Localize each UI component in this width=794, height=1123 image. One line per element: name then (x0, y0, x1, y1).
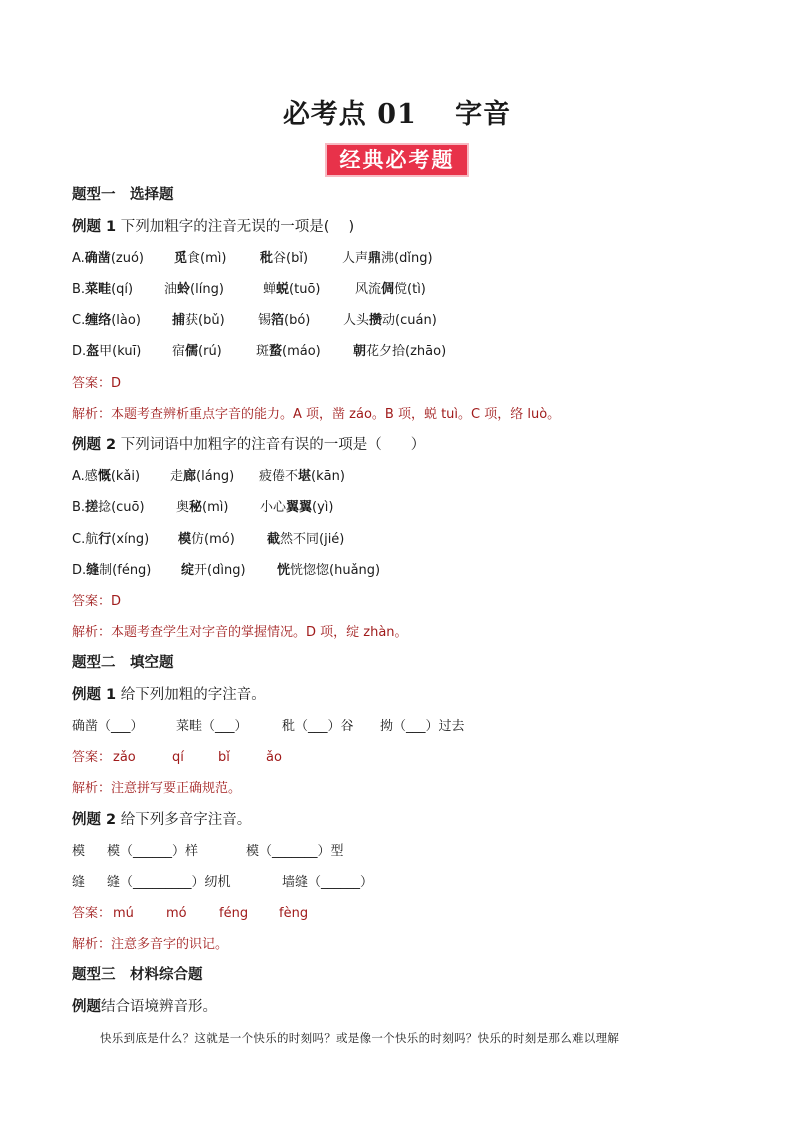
option-d-item-2: 绽开(dìng) (181, 563, 246, 578)
answer-1: zǎo (113, 750, 136, 765)
example-1-prompt (72, 218, 354, 236)
option-b-item-2: 奥秘(mì) (176, 500, 229, 515)
option-b-item-2: 油蛉(líng) (164, 282, 224, 297)
polyphone-char-2: 缝 (72, 875, 86, 890)
answer-2: mó (166, 906, 187, 921)
option-a-item-1: A.感慨(kǎi) (72, 469, 141, 484)
example-2-prompt (72, 436, 425, 454)
polyphone-item-1: 模（______）样 (107, 844, 199, 859)
polyphone-item-3: 缝（_________）纫机 (107, 875, 231, 890)
example-4-analysis: 解析：注意多音字的识记。 (72, 937, 229, 952)
polyphone-char-1: 模 (72, 844, 86, 859)
option-c-item-3: 截然不同(jié) (267, 532, 345, 547)
classic-questions-badge: 经典必考题 (325, 143, 469, 177)
section-heading-choice: 题型一 选择题 (72, 187, 174, 203)
answer-3: féng (219, 906, 249, 921)
option-d-item-1: D.盔甲(kuī) (72, 344, 142, 359)
example-1-answer: 答案：D (72, 376, 122, 391)
option-d-item-3: 恍恍惚惚(huǎng) (277, 563, 381, 578)
option-b-item-4: 风流倜傥(tì) (355, 282, 426, 297)
answer-4: ǎo (266, 750, 282, 765)
example-3-answer-label: 答案： (72, 750, 112, 765)
example-3-analysis: 解析：注意拼写要正确规范。 (72, 781, 242, 796)
option-d-item-1: D.缝制(féng) (72, 563, 152, 578)
example-4-prompt: 例题 2 给下列多音字注音。 (72, 812, 252, 828)
option-b-item-1: B.搓捻(cuō) (72, 500, 145, 515)
fill-item-1: 确凿（___） (72, 719, 144, 734)
option-c-item-1: C.航行(xíng) (72, 532, 150, 547)
option-a-item-3: 疲倦不堪(kān) (259, 469, 345, 484)
option-b-item-3: 小心翼翼(yì) (260, 500, 334, 515)
option-a-item-3: 秕谷(bǐ) (260, 251, 309, 266)
option-a-item-1: A.确凿(zuó) (72, 251, 144, 266)
option-d-item-2: 宿儒(rú) (172, 344, 222, 359)
polyphone-item-4: 墙缝（______） (282, 875, 374, 890)
option-c-item-2: 模仿(mó) (178, 532, 235, 547)
option-d-item-3: 斑蝥(máo) (256, 344, 321, 359)
option-b-item-1: B.菜畦(qí) (72, 282, 134, 297)
option-c-item-1: C.缠络(lào) (72, 313, 141, 328)
answer-4: fèng (279, 906, 309, 921)
reading-passage: 快乐到底是什么？这就是一个快乐的时刻吗？或是像一个快乐的时刻吗？快乐的时刻是那么难以理解 (100, 1031, 620, 1045)
example-1-analysis: 解析：本题考查辨析重点字音的能力。A 项，凿 záo。B 项，蜕 tuì。C 项，络 luò。 (72, 407, 561, 422)
example-2-analysis: 解析：本题考查学生对字音的掌握情况。D 项，绽 zhàn。 (72, 625, 408, 640)
fill-item-4: 拗（___）过去 (380, 719, 465, 734)
answer-2: qí (172, 750, 184, 765)
answer-3: bǐ (218, 750, 230, 765)
page-title: 必考点 01 字音 (282, 99, 512, 130)
answer-1: mú (113, 906, 134, 921)
option-a-item-2: 觅食(mì) (174, 251, 227, 266)
section-heading-material: 题型三 材料综合题 (72, 967, 203, 983)
fill-item-2: 菜畦（___） (176, 719, 248, 734)
option-b-item-3: 蝉蜕(tuō) (263, 282, 321, 297)
section-heading-fill: 题型二 填空题 (72, 655, 174, 671)
example-text: 下列词语中加粗字的注音有误的一项是（ ） (116, 437, 426, 453)
example-label: 例题 1 (72, 219, 117, 235)
option-a-item-2: 走廊(láng) (170, 469, 235, 484)
option-d-item-4: 朝花夕拾(zhāo) (353, 344, 447, 359)
example-text: 下列加粗字的注音无误的一项是( ) (116, 219, 355, 235)
example-3-prompt: 例题 1 给下列加粗的字注音。 (72, 687, 266, 703)
polyphone-item-2: 模（_______）型 (246, 844, 344, 859)
option-c-item-4: 人头攒动(cuán) (343, 313, 437, 328)
option-c-item-2: 捕获(bǔ) (172, 313, 225, 328)
example-4-answer-label: 答案： (72, 906, 112, 921)
example-5-prompt: 例题结合语境辨音形。 (72, 999, 217, 1015)
fill-item-3: 秕（___）谷 (282, 719, 354, 734)
example-2-answer: 答案：D (72, 594, 122, 609)
option-c-item-3: 锡箔(bó) (258, 313, 311, 328)
example-label: 例题 2 (72, 437, 117, 453)
option-a-item-4: 人声鼎沸(dǐng) (342, 251, 433, 266)
